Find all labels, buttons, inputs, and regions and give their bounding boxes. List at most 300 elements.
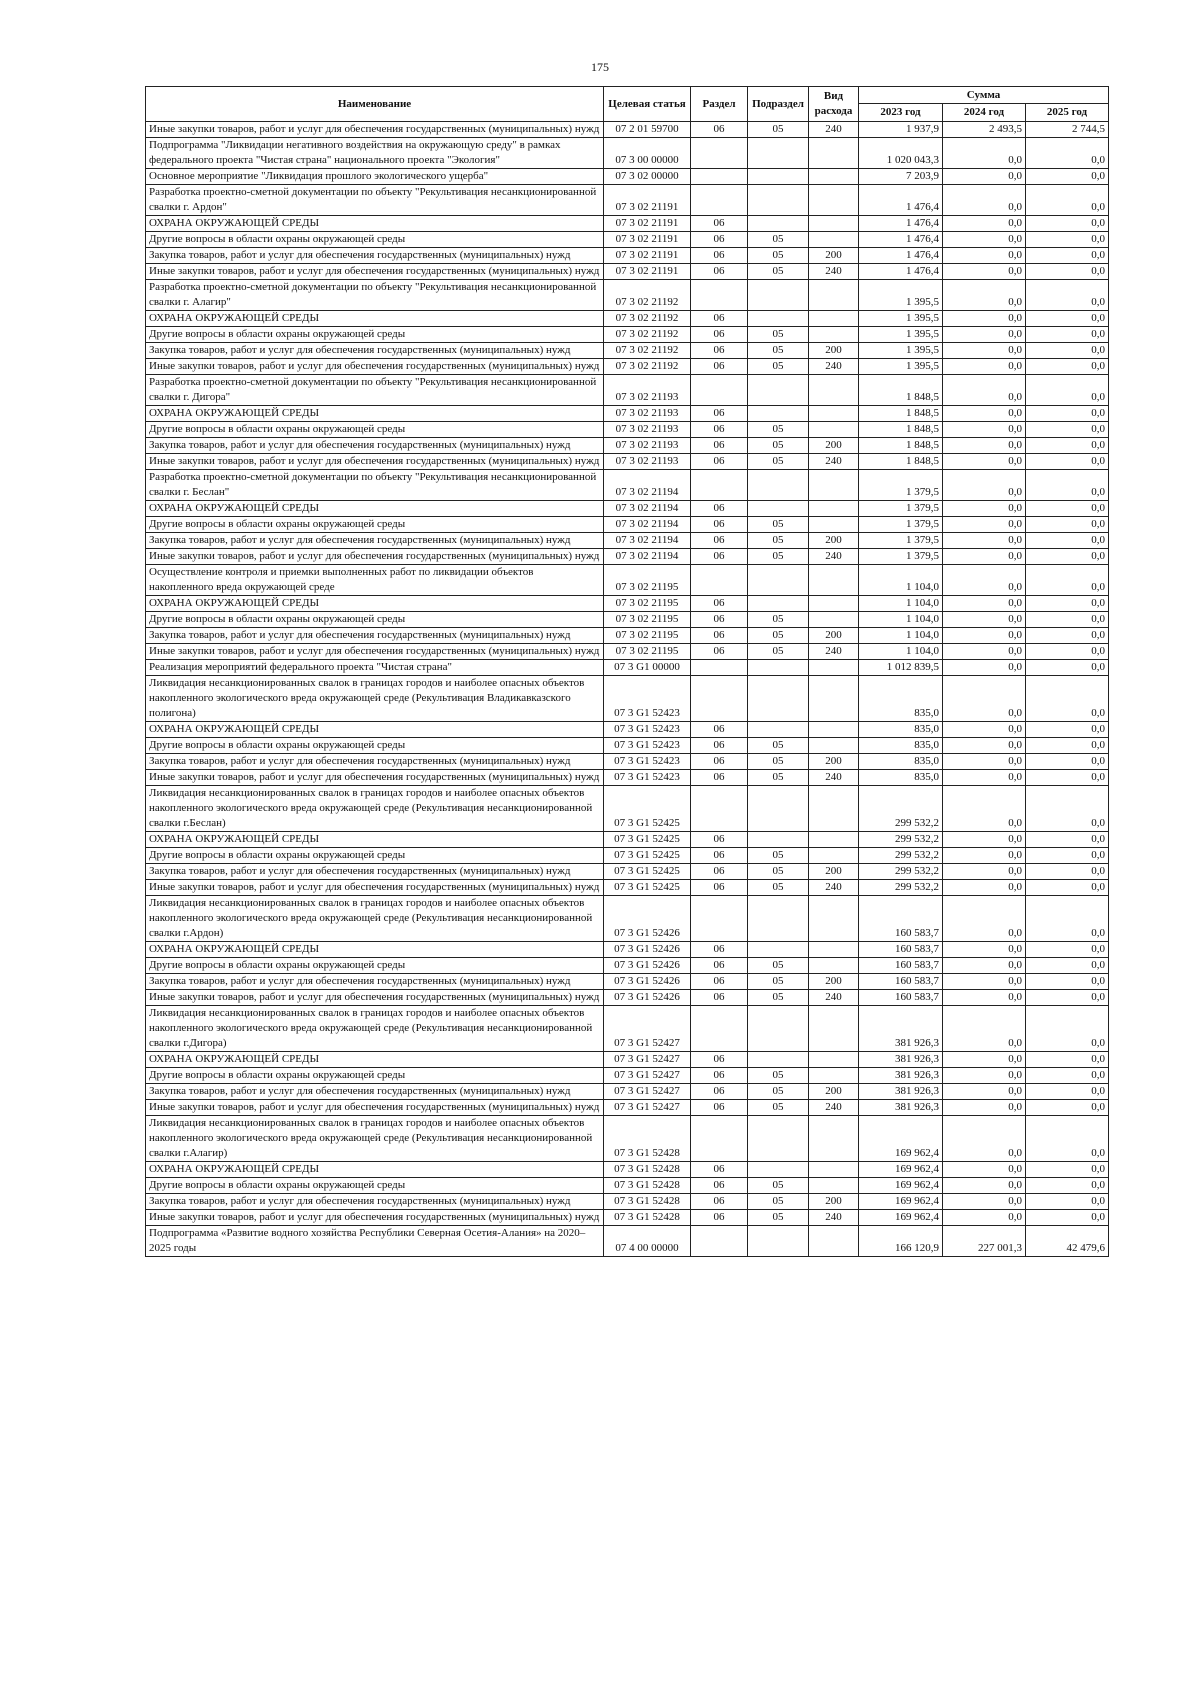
row-subsection: 05 bbox=[748, 533, 809, 549]
table-row bbox=[146, 612, 1109, 628]
row-target-code: 07 3 02 21194 bbox=[604, 549, 691, 565]
row-name: Другие вопросы в области охраны окружающей среды bbox=[146, 327, 604, 343]
row-sum-2023: 381 926,3 bbox=[859, 1100, 943, 1116]
row-sum-2024: 0,0 bbox=[943, 248, 1026, 264]
row-sum-2025: 2 744,5 bbox=[1026, 122, 1109, 138]
row-target-code: 07 3 G1 52427 bbox=[604, 1006, 691, 1052]
row-sum-2023: 299 532,2 bbox=[859, 880, 943, 896]
row-section: 06 bbox=[691, 958, 748, 974]
row-sum-2025: 0,0 bbox=[1026, 549, 1109, 565]
row-expense-type bbox=[809, 375, 859, 406]
table-row bbox=[146, 438, 1109, 454]
table-row bbox=[146, 722, 1109, 738]
table-row bbox=[146, 832, 1109, 848]
row-sum-2023: 1 395,5 bbox=[859, 359, 943, 375]
row-sum-2024: 0,0 bbox=[943, 942, 1026, 958]
row-target-code: 07 3 G1 52423 bbox=[604, 722, 691, 738]
row-sum-2023: 1 395,5 bbox=[859, 311, 943, 327]
row-subsection: 05 bbox=[748, 122, 809, 138]
row-name: Основное мероприятие "Ликвидация прошлого экологического ущерба" bbox=[146, 169, 604, 185]
table-row bbox=[146, 375, 1109, 406]
row-target-code: 07 2 01 59700 bbox=[604, 122, 691, 138]
row-sum-2025: 0,0 bbox=[1026, 786, 1109, 832]
row-name: Иные закупки товаров, работ и услуг для обеспечения государственных (муниципальных) нужд bbox=[146, 359, 604, 375]
row-sum-2024: 0,0 bbox=[943, 644, 1026, 660]
row-sum-2025: 0,0 bbox=[1026, 248, 1109, 264]
row-name: Ликвидация несанкционированных свалок в границах городов и наиболее опасных объектов накопленного экологического вреда окружающей среде (Рекультивация несанкционированной свалки г.Ардон) bbox=[146, 896, 604, 942]
row-expense-type: 240 bbox=[809, 770, 859, 786]
row-subsection: 05 bbox=[748, 248, 809, 264]
row-expense-type: 240 bbox=[809, 880, 859, 896]
row-sum-2023: 835,0 bbox=[859, 738, 943, 754]
table-row bbox=[146, 216, 1109, 232]
row-subsection: 05 bbox=[748, 864, 809, 880]
row-expense-type bbox=[809, 786, 859, 832]
table-row bbox=[146, 549, 1109, 565]
row-subsection: 05 bbox=[748, 327, 809, 343]
row-sum-2023: 1 395,5 bbox=[859, 327, 943, 343]
row-name: Ликвидация несанкционированных свалок в границах городов и наиболее опасных объектов накопленного экологического вреда окружающей среде (Рекультивация Владикавказского полигона) bbox=[146, 676, 604, 722]
row-target-code: 07 3 G1 52423 bbox=[604, 738, 691, 754]
row-name: Ликвидация несанкционированных свалок в границах городов и наиболее опасных объектов накопленного экологического вреда окружающей среде (Рекультивация несанкционированной свалки г.Беслан) bbox=[146, 786, 604, 832]
row-sum-2025: 0,0 bbox=[1026, 754, 1109, 770]
row-sum-2023: 160 583,7 bbox=[859, 942, 943, 958]
row-sum-2025: 0,0 bbox=[1026, 264, 1109, 280]
row-target-code: 07 3 G1 52425 bbox=[604, 832, 691, 848]
row-target-code: 07 3 G1 52427 bbox=[604, 1052, 691, 1068]
row-target-code: 07 3 02 21192 bbox=[604, 311, 691, 327]
row-expense-type: 200 bbox=[809, 628, 859, 644]
table-row bbox=[146, 1116, 1109, 1162]
row-expense-type: 200 bbox=[809, 1194, 859, 1210]
row-sum-2023: 299 532,2 bbox=[859, 848, 943, 864]
row-sum-2023: 166 120,9 bbox=[859, 1226, 943, 1257]
row-sum-2025: 0,0 bbox=[1026, 770, 1109, 786]
row-section: 06 bbox=[691, 327, 748, 343]
row-name: ОХРАНА ОКРУЖАЮЩЕЙ СРЕДЫ bbox=[146, 311, 604, 327]
row-target-code: 07 3 02 21194 bbox=[604, 501, 691, 517]
row-sum-2023: 7 203,9 bbox=[859, 169, 943, 185]
row-sum-2025: 0,0 bbox=[1026, 375, 1109, 406]
row-target-code: 07 3 G1 00000 bbox=[604, 660, 691, 676]
row-expense-type bbox=[809, 1006, 859, 1052]
row-sum-2024: 227 001,3 bbox=[943, 1226, 1026, 1257]
row-sum-2023: 1 104,0 bbox=[859, 612, 943, 628]
row-subsection bbox=[748, 1162, 809, 1178]
row-subsection bbox=[748, 375, 809, 406]
row-target-code: 07 3 G1 52425 bbox=[604, 864, 691, 880]
row-sum-2025: 0,0 bbox=[1026, 738, 1109, 754]
row-name: Подпрограмма «Развитие водного хозяйства Республики Северная Осетия-Алания» на 2020– 2025 годы bbox=[146, 1226, 604, 1257]
row-subsection bbox=[748, 185, 809, 216]
row-sum-2024: 0,0 bbox=[943, 343, 1026, 359]
row-sum-2025: 0,0 bbox=[1026, 406, 1109, 422]
row-sum-2024: 0,0 bbox=[943, 1178, 1026, 1194]
row-sum-2025: 0,0 bbox=[1026, 628, 1109, 644]
row-target-code: 07 3 G1 52423 bbox=[604, 770, 691, 786]
row-target-code: 07 3 G1 52423 bbox=[604, 676, 691, 722]
row-sum-2023: 1 848,5 bbox=[859, 406, 943, 422]
table-row bbox=[146, 359, 1109, 375]
row-sum-2023: 1 848,5 bbox=[859, 454, 943, 470]
row-sum-2025: 0,0 bbox=[1026, 1100, 1109, 1116]
row-subsection bbox=[748, 311, 809, 327]
row-name: Ликвидация несанкционированных свалок в границах городов и наиболее опасных объектов накопленного экологического вреда окружающей среде (Рекультивация несанкционированной свалки г.Алагир) bbox=[146, 1116, 604, 1162]
row-target-code: 07 3 G1 52428 bbox=[604, 1178, 691, 1194]
row-sum-2024: 0,0 bbox=[943, 612, 1026, 628]
header-2025: 2025 год bbox=[1026, 104, 1109, 122]
row-sum-2025: 0,0 bbox=[1026, 612, 1109, 628]
row-sum-2025: 42 479,6 bbox=[1026, 1226, 1109, 1257]
row-sum-2025: 0,0 bbox=[1026, 343, 1109, 359]
row-sum-2024: 0,0 bbox=[943, 722, 1026, 738]
table-row bbox=[146, 864, 1109, 880]
row-section: 06 bbox=[691, 501, 748, 517]
row-section: 06 bbox=[691, 264, 748, 280]
row-sum-2023: 835,0 bbox=[859, 722, 943, 738]
row-sum-2023: 1 104,0 bbox=[859, 596, 943, 612]
row-target-code: 07 3 02 21191 bbox=[604, 248, 691, 264]
header-2023: 2023 год bbox=[859, 104, 943, 122]
row-sum-2023: 1 476,4 bbox=[859, 216, 943, 232]
row-section bbox=[691, 1006, 748, 1052]
table-row bbox=[146, 1068, 1109, 1084]
row-target-code: 07 3 02 21192 bbox=[604, 280, 691, 311]
row-sum-2023: 1 848,5 bbox=[859, 422, 943, 438]
row-target-code: 07 3 02 21192 bbox=[604, 359, 691, 375]
row-sum-2025: 0,0 bbox=[1026, 359, 1109, 375]
row-sum-2023: 1 104,0 bbox=[859, 644, 943, 660]
row-section: 06 bbox=[691, 1100, 748, 1116]
row-sum-2024: 0,0 bbox=[943, 169, 1026, 185]
header-code: Целевая статья bbox=[604, 87, 691, 122]
row-sum-2025: 0,0 bbox=[1026, 974, 1109, 990]
row-target-code: 07 3 G1 52426 bbox=[604, 942, 691, 958]
row-target-code: 07 3 02 21192 bbox=[604, 343, 691, 359]
row-name: Иные закупки товаров, работ и услуг для обеспечения государственных (муниципальных) нужд bbox=[146, 644, 604, 660]
table-row bbox=[146, 422, 1109, 438]
row-section: 06 bbox=[691, 343, 748, 359]
row-section: 06 bbox=[691, 942, 748, 958]
row-subsection bbox=[748, 1226, 809, 1257]
row-target-code: 07 3 02 21195 bbox=[604, 612, 691, 628]
table-row bbox=[146, 454, 1109, 470]
row-name: Иные закупки товаров, работ и услуг для обеспечения государственных (муниципальных) нужд bbox=[146, 264, 604, 280]
row-sum-2023: 160 583,7 bbox=[859, 896, 943, 942]
row-sum-2025: 0,0 bbox=[1026, 138, 1109, 169]
row-expense-type bbox=[809, 942, 859, 958]
row-sum-2025: 0,0 bbox=[1026, 533, 1109, 549]
row-expense-type bbox=[809, 1226, 859, 1257]
page-number: 175 bbox=[591, 60, 609, 74]
row-sum-2024: 0,0 bbox=[943, 1116, 1026, 1162]
row-sum-2025: 0,0 bbox=[1026, 1084, 1109, 1100]
row-sum-2023: 1 848,5 bbox=[859, 375, 943, 406]
row-subsection: 05 bbox=[748, 770, 809, 786]
row-name: Осуществление контроля и приемки выполненных работ по ликвидации объектов накопленного вреда окружающей среде bbox=[146, 565, 604, 596]
row-expense-type: 200 bbox=[809, 248, 859, 264]
row-sum-2023: 1 476,4 bbox=[859, 248, 943, 264]
row-subsection bbox=[748, 501, 809, 517]
row-subsection: 05 bbox=[748, 1178, 809, 1194]
row-target-code: 07 3 02 21193 bbox=[604, 454, 691, 470]
row-name: Иные закупки товаров, работ и услуг для обеспечения государственных (муниципальных) нужд bbox=[146, 454, 604, 470]
row-sum-2024: 0,0 bbox=[943, 896, 1026, 942]
row-sum-2023: 169 962,4 bbox=[859, 1162, 943, 1178]
row-target-code: 07 3 02 00000 bbox=[604, 169, 691, 185]
row-expense-type bbox=[809, 311, 859, 327]
row-sum-2023: 835,0 bbox=[859, 770, 943, 786]
header-name: Наименование bbox=[146, 87, 604, 122]
row-sum-2024: 0,0 bbox=[943, 990, 1026, 1006]
row-subsection: 05 bbox=[748, 738, 809, 754]
row-sum-2024: 0,0 bbox=[943, 864, 1026, 880]
row-sum-2024: 0,0 bbox=[943, 438, 1026, 454]
row-sum-2025: 0,0 bbox=[1026, 185, 1109, 216]
row-sum-2025: 0,0 bbox=[1026, 232, 1109, 248]
row-subsection bbox=[748, 896, 809, 942]
row-sum-2025: 0,0 bbox=[1026, 1210, 1109, 1226]
row-subsection: 05 bbox=[748, 754, 809, 770]
row-sum-2023: 160 583,7 bbox=[859, 974, 943, 990]
row-sum-2025: 0,0 bbox=[1026, 1006, 1109, 1052]
table-row bbox=[146, 942, 1109, 958]
row-subsection: 05 bbox=[748, 422, 809, 438]
table-row bbox=[146, 1210, 1109, 1226]
row-sum-2023: 160 583,7 bbox=[859, 990, 943, 1006]
row-section: 06 bbox=[691, 406, 748, 422]
row-target-code: 07 3 G1 52426 bbox=[604, 958, 691, 974]
row-name: Иные закупки товаров, работ и услуг для обеспечения государственных (муниципальных) нужд bbox=[146, 990, 604, 1006]
row-name: Иные закупки товаров, работ и услуг для обеспечения государственных (муниципальных) нужд bbox=[146, 549, 604, 565]
row-sum-2023: 1 379,5 bbox=[859, 517, 943, 533]
row-section: 06 bbox=[691, 1052, 748, 1068]
row-name: Другие вопросы в области охраны окружающей среды bbox=[146, 1068, 604, 1084]
table-row bbox=[146, 738, 1109, 754]
row-subsection: 05 bbox=[748, 990, 809, 1006]
row-name: Другие вопросы в области охраны окружающей среды bbox=[146, 422, 604, 438]
table-row bbox=[146, 990, 1109, 1006]
row-sum-2023: 169 962,4 bbox=[859, 1178, 943, 1194]
table-row bbox=[146, 1006, 1109, 1052]
table-row bbox=[146, 232, 1109, 248]
row-subsection: 05 bbox=[748, 438, 809, 454]
row-expense-type: 240 bbox=[809, 1210, 859, 1226]
row-sum-2023: 1 395,5 bbox=[859, 280, 943, 311]
row-expense-type: 240 bbox=[809, 1100, 859, 1116]
row-name: Закупка товаров, работ и услуг для обеспечения государственных (муниципальных) нужд bbox=[146, 1084, 604, 1100]
row-name: Другие вопросы в области охраны окружающей среды bbox=[146, 232, 604, 248]
header-type: Вид расхода bbox=[809, 87, 859, 122]
row-expense-type bbox=[809, 565, 859, 596]
row-sum-2024: 0,0 bbox=[943, 454, 1026, 470]
row-sum-2025: 0,0 bbox=[1026, 454, 1109, 470]
row-subsection bbox=[748, 786, 809, 832]
table-row bbox=[146, 501, 1109, 517]
row-name: Другие вопросы в области охраны окружающей среды bbox=[146, 958, 604, 974]
row-target-code: 07 3 G1 52426 bbox=[604, 896, 691, 942]
row-subsection bbox=[748, 942, 809, 958]
row-section: 06 bbox=[691, 770, 748, 786]
row-expense-type bbox=[809, 848, 859, 864]
row-target-code: 07 3 G1 52428 bbox=[604, 1194, 691, 1210]
table-row bbox=[146, 660, 1109, 676]
row-expense-type: 200 bbox=[809, 1084, 859, 1100]
table-row bbox=[146, 517, 1109, 533]
row-section bbox=[691, 280, 748, 311]
row-name: Разработка проектно-сметной документации по объекту "Рекультивация несанкционированной свалки г. Ардон" bbox=[146, 185, 604, 216]
row-subsection bbox=[748, 169, 809, 185]
table-row bbox=[146, 848, 1109, 864]
row-sum-2024: 0,0 bbox=[943, 738, 1026, 754]
row-sum-2024: 0,0 bbox=[943, 1162, 1026, 1178]
row-subsection bbox=[748, 470, 809, 501]
row-target-code: 07 3 G1 52426 bbox=[604, 990, 691, 1006]
row-name: Другие вопросы в области охраны окружающей среды bbox=[146, 738, 604, 754]
row-target-code: 07 3 G1 52427 bbox=[604, 1084, 691, 1100]
row-sum-2023: 160 583,7 bbox=[859, 958, 943, 974]
row-section: 06 bbox=[691, 311, 748, 327]
row-subsection: 05 bbox=[748, 612, 809, 628]
row-name: ОХРАНА ОКРУЖАЮЩЕЙ СРЕДЫ bbox=[146, 216, 604, 232]
row-name: Иные закупки товаров, работ и услуг для обеспечения государственных (муниципальных) нужд bbox=[146, 1100, 604, 1116]
row-expense-type bbox=[809, 958, 859, 974]
row-target-code: 07 3 02 21193 bbox=[604, 438, 691, 454]
row-subsection: 05 bbox=[748, 1084, 809, 1100]
table-row bbox=[146, 896, 1109, 942]
row-target-code: 07 3 02 21193 bbox=[604, 375, 691, 406]
row-section: 06 bbox=[691, 1210, 748, 1226]
row-subsection: 05 bbox=[748, 549, 809, 565]
row-sum-2024: 0,0 bbox=[943, 138, 1026, 169]
row-sum-2024: 0,0 bbox=[943, 832, 1026, 848]
row-subsection: 05 bbox=[748, 958, 809, 974]
row-section bbox=[691, 470, 748, 501]
row-target-code: 07 4 00 00000 bbox=[604, 1226, 691, 1257]
row-section: 06 bbox=[691, 832, 748, 848]
row-sum-2024: 0,0 bbox=[943, 1084, 1026, 1100]
row-subsection: 05 bbox=[748, 1194, 809, 1210]
row-target-code: 07 3 02 21194 bbox=[604, 470, 691, 501]
row-subsection bbox=[748, 722, 809, 738]
row-target-code: 07 3 02 21193 bbox=[604, 406, 691, 422]
row-target-code: 07 3 G1 52425 bbox=[604, 880, 691, 896]
table-row bbox=[146, 406, 1109, 422]
row-sum-2025: 0,0 bbox=[1026, 1194, 1109, 1210]
row-sum-2023: 381 926,3 bbox=[859, 1052, 943, 1068]
row-section: 06 bbox=[691, 122, 748, 138]
row-subsection: 05 bbox=[748, 517, 809, 533]
row-expense-type bbox=[809, 1052, 859, 1068]
row-expense-type: 200 bbox=[809, 864, 859, 880]
row-section bbox=[691, 786, 748, 832]
row-expense-type bbox=[809, 676, 859, 722]
table-row bbox=[146, 169, 1109, 185]
row-sum-2025: 0,0 bbox=[1026, 896, 1109, 942]
row-name: ОХРАНА ОКРУЖАЮЩЕЙ СРЕДЫ bbox=[146, 832, 604, 848]
row-expense-type bbox=[809, 470, 859, 501]
row-section: 06 bbox=[691, 216, 748, 232]
row-target-code: 07 3 02 21195 bbox=[604, 596, 691, 612]
row-section bbox=[691, 169, 748, 185]
row-subsection: 05 bbox=[748, 264, 809, 280]
row-expense-type bbox=[809, 280, 859, 311]
row-expense-type: 240 bbox=[809, 122, 859, 138]
row-sum-2025: 0,0 bbox=[1026, 216, 1109, 232]
table-row bbox=[146, 1178, 1109, 1194]
row-target-code: 07 3 G1 52425 bbox=[604, 786, 691, 832]
row-target-code: 07 3 G1 52428 bbox=[604, 1162, 691, 1178]
table-row bbox=[146, 1162, 1109, 1178]
row-name: Закупка товаров, работ и услуг для обеспечения государственных (муниципальных) нужд bbox=[146, 343, 604, 359]
row-sum-2024: 0,0 bbox=[943, 786, 1026, 832]
row-sum-2025: 0,0 bbox=[1026, 280, 1109, 311]
row-sum-2024: 0,0 bbox=[943, 406, 1026, 422]
row-expense-type bbox=[809, 832, 859, 848]
row-sum-2025: 0,0 bbox=[1026, 942, 1109, 958]
row-sum-2024: 0,0 bbox=[943, 501, 1026, 517]
row-name: Ликвидация несанкционированных свалок в границах городов и наиболее опасных объектов накопленного экологического вреда окружающей среде (Рекультивация несанкционированной свалки г.Дигора) bbox=[146, 1006, 604, 1052]
row-sum-2023: 1 395,5 bbox=[859, 343, 943, 359]
row-section: 06 bbox=[691, 754, 748, 770]
row-sum-2023: 1 937,9 bbox=[859, 122, 943, 138]
row-expense-type bbox=[809, 138, 859, 169]
row-expense-type bbox=[809, 738, 859, 754]
table-row bbox=[146, 770, 1109, 786]
row-section bbox=[691, 185, 748, 216]
row-sum-2025: 0,0 bbox=[1026, 327, 1109, 343]
table-row bbox=[146, 185, 1109, 216]
row-target-code: 07 3 02 21194 bbox=[604, 533, 691, 549]
row-sum-2025: 0,0 bbox=[1026, 864, 1109, 880]
row-expense-type bbox=[809, 327, 859, 343]
row-sum-2025: 0,0 bbox=[1026, 1162, 1109, 1178]
row-expense-type bbox=[809, 1068, 859, 1084]
row-name: Закупка товаров, работ и услуг для обеспечения государственных (муниципальных) нужд bbox=[146, 1194, 604, 1210]
row-sum-2023: 1 848,5 bbox=[859, 438, 943, 454]
row-subsection: 05 bbox=[748, 1100, 809, 1116]
row-sum-2024: 0,0 bbox=[943, 1100, 1026, 1116]
row-subsection: 05 bbox=[748, 644, 809, 660]
row-section bbox=[691, 660, 748, 676]
row-section: 06 bbox=[691, 533, 748, 549]
row-section: 06 bbox=[691, 612, 748, 628]
budget-table bbox=[145, 86, 1109, 1257]
row-sum-2023: 381 926,3 bbox=[859, 1006, 943, 1052]
row-sum-2024: 0,0 bbox=[943, 1194, 1026, 1210]
row-sum-2024: 0,0 bbox=[943, 676, 1026, 722]
row-target-code: 07 3 02 21191 bbox=[604, 185, 691, 216]
row-sum-2023: 1 476,4 bbox=[859, 185, 943, 216]
table-row bbox=[146, 264, 1109, 280]
row-sum-2025: 0,0 bbox=[1026, 422, 1109, 438]
row-sum-2023: 835,0 bbox=[859, 676, 943, 722]
row-name: ОХРАНА ОКРУЖАЮЩЕЙ СРЕДЫ bbox=[146, 501, 604, 517]
table-row bbox=[146, 138, 1109, 169]
row-sum-2023: 381 926,3 bbox=[859, 1084, 943, 1100]
row-sum-2023: 381 926,3 bbox=[859, 1068, 943, 1084]
row-section: 06 bbox=[691, 738, 748, 754]
table-body bbox=[146, 122, 1109, 1257]
row-name: Реализация мероприятий федерального проекта "Чистая страна" bbox=[146, 660, 604, 676]
row-sum-2023: 299 532,2 bbox=[859, 864, 943, 880]
row-expense-type bbox=[809, 722, 859, 738]
row-sum-2025: 0,0 bbox=[1026, 596, 1109, 612]
table-row bbox=[146, 676, 1109, 722]
row-target-code: 07 3 02 21192 bbox=[604, 327, 691, 343]
row-sum-2023: 835,0 bbox=[859, 754, 943, 770]
row-name: Разработка проектно-сметной документации по объекту "Рекультивация несанкционированной свалки г. Алагир" bbox=[146, 280, 604, 311]
